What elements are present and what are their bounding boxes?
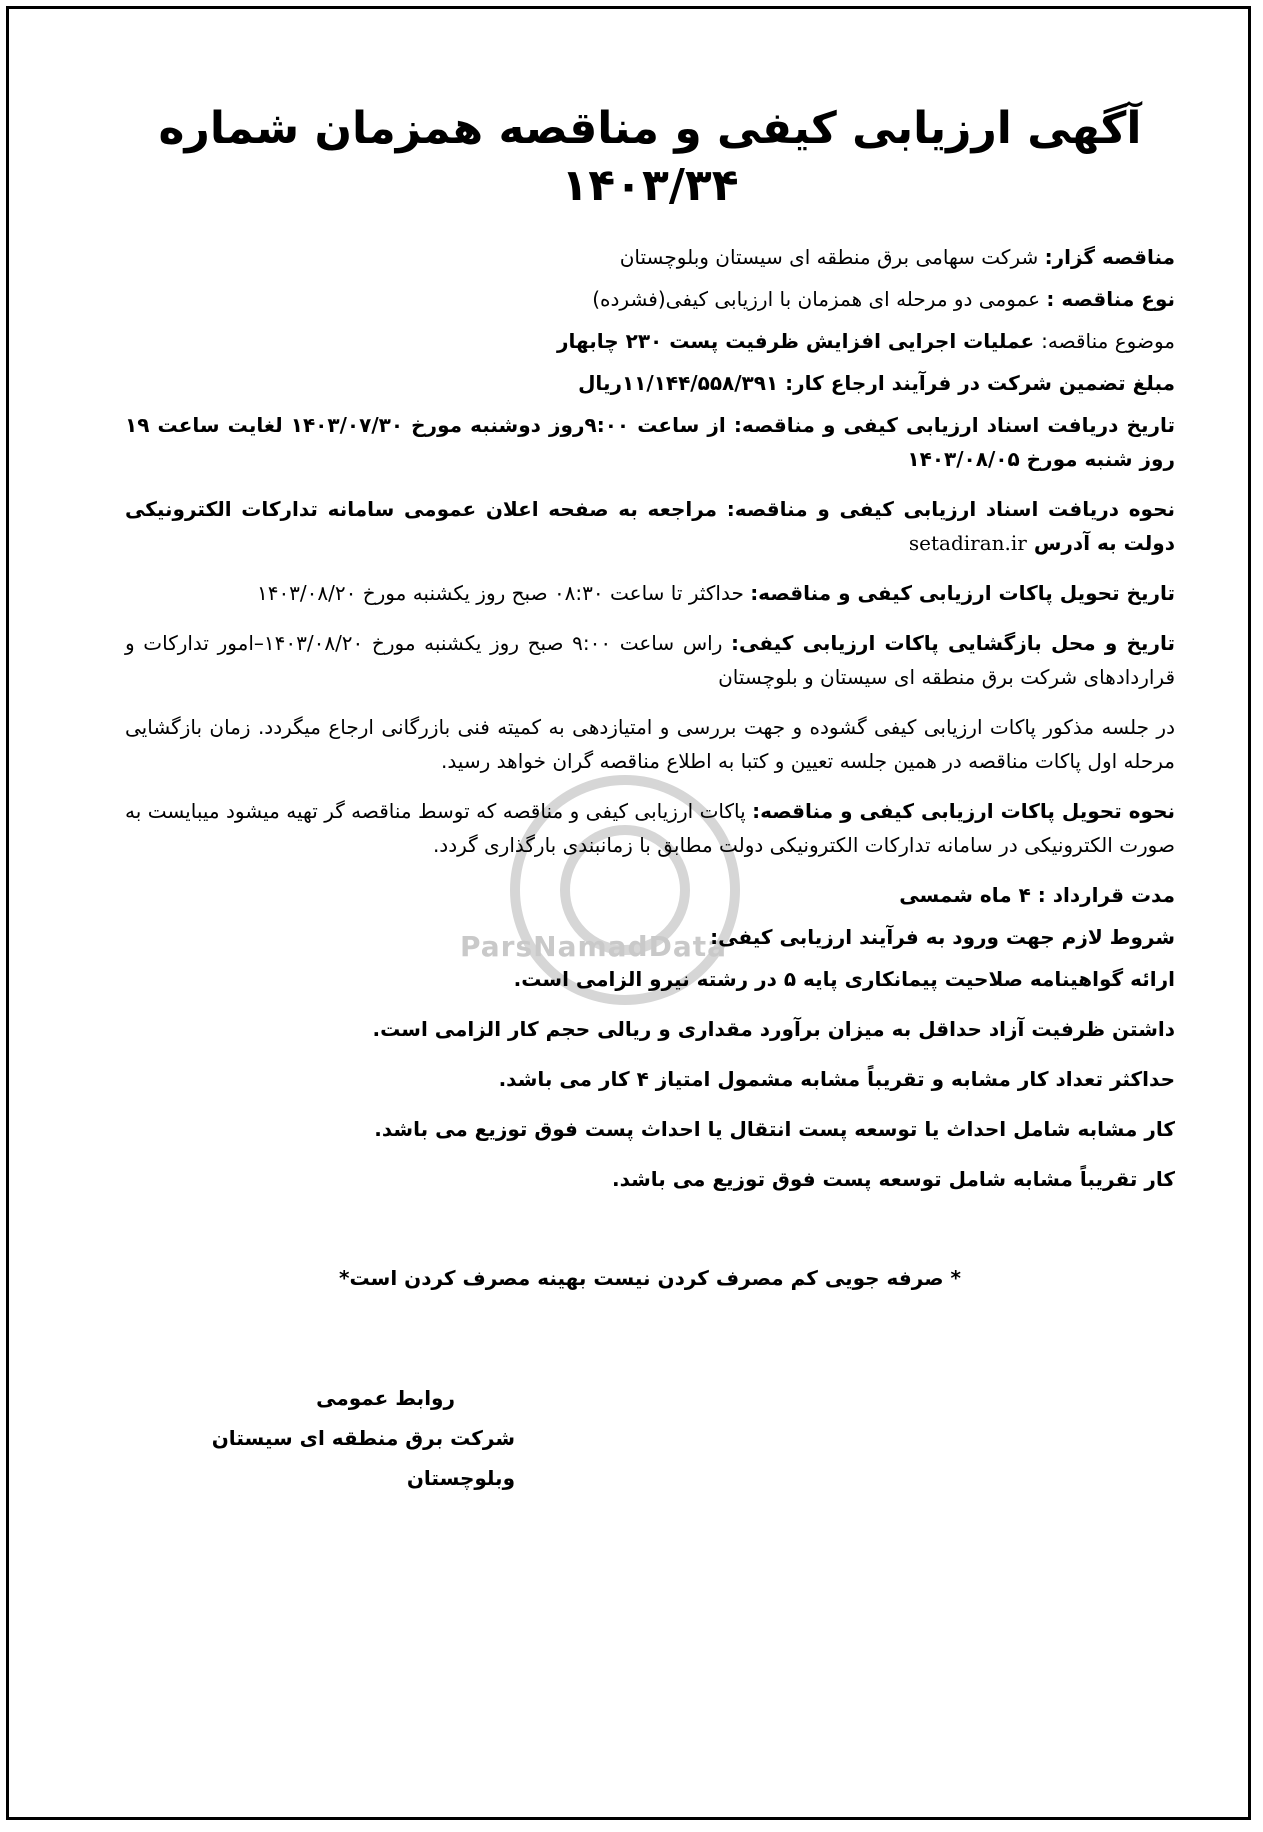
tender-subject — [125, 324, 1175, 358]
opening-info — [125, 626, 1175, 694]
slogan: * صرفه جویی کم مصرف کردن نیست بهینه مصرف کردن است* — [339, 1266, 961, 1291]
watermark-text: ParsNamadData — [460, 930, 727, 963]
tender-type-value: عمومی دو مرحله ای همزمان با ارزیابی کیفی(فشرده) — [592, 287, 1047, 312]
announcement — [125, 100, 1175, 1310]
tender-type-label: نوع مناقصه : — [1046, 287, 1175, 312]
signature-company: شرکت برق منطقه ای سیستان وبلوچستان — [211, 1426, 515, 1490]
contract-duration — [125, 878, 1175, 912]
signature-block — [185, 1378, 515, 1498]
duration-label: مدت قرارداد : — [1037, 883, 1175, 908]
page-title: آگهی ارزیابی کیفی و مناقصه همزمان شماره ۱۴۰۳/۳۴ — [158, 103, 1142, 212]
conditions-heading: شروط لازم جهت ورود به فرآیند ارزیابی کیفی: — [710, 925, 1175, 950]
delivery-method-value: پاکات ارزیابی کیفی و مناقصه که توسط مناقصه گر تهیه میشود میبایست به صورت الکترونیکی در سامانه تدارکات الکترونیکی دولت مطابق با زمانبندی بارگذاری گردد. — [125, 799, 1175, 858]
opening-label: تاریخ و محل بازگشایی پاکات ارزیابی کیفی: — [731, 631, 1175, 656]
subject-value: عملیات اجرایی افزایش ظرفیت پست ۲۳۰ چابهار — [557, 329, 1042, 354]
delivery-date-value: حداکثر تا ساعت ۰۸:۳۰ صبح روز یکشنبه مورخ ۱۴۰۳/۰۸/۲۰ — [256, 581, 751, 606]
guarantee-value: ۱۱/۱۴۴/۵۵۸/۳۹۱ریال — [578, 371, 786, 396]
condition-item: ارائه گواهینامه صلاحیت پیمانکاری پایه ۵ در رشته نیرو الزامی است. — [513, 967, 1175, 992]
website-link[interactable]: setadiran.ir — [908, 531, 1027, 556]
receive-date-value: از ساعت ۹:۰۰روز دوشنبه مورخ ۱۴۰۳/۰۷/۳۰ لغایت ساعت ۱۹ روز شنبه مورخ ۱۴۰۳/۰۸/۰۵ — [125, 413, 1175, 472]
delivery-method-label: نحوه تحویل پاکات ارزیابی کیفی و مناقصه: — [752, 799, 1175, 824]
receive-method-label: نحوه دریافت اسناد ارزیابی کیفی و مناقصه: — [726, 497, 1175, 522]
condition-item: داشتن ظرفیت آزاد حداقل به میزان برآورد مقداری و ریالی حجم کار الزامی است. — [372, 1017, 1175, 1042]
opening-value: راس ساعت ۹:۰۰ صبح روز یکشنبه مورخ ۱۴۰۳/۰۸/۲۰–امور تدارکات و قراردادهای شرکت برق منطقه ای سیستان و بلوچستان — [125, 631, 1175, 690]
receive-date-label: تاریخ دریافت اسناد ارزیابی کیفی و مناقصه: — [733, 413, 1175, 438]
duration-value: ۴ ماه شمسی — [899, 883, 1038, 908]
receive-method-value: مراجعه به صفحه اعلان عمومی سامانه تدارکات الکترونیکی دولت به آدرس — [125, 497, 1175, 556]
meeting-note: در جلسه مذکور پاکات ارزیابی کیفی گشوده و جهت بررسی و امتیازدهی به کمیته فنی بازرگانی ارجاع میگردد. زمان بازگشایی مرحله اول پاکات مناقصه در همین جلسه تعیین و کتبا به اطلاع مناقصه گران خواهد رسید. — [125, 715, 1175, 774]
receive-method — [125, 492, 1175, 560]
tender-party-label: مناقصه گزار: — [1044, 245, 1175, 270]
guarantee-amount — [125, 366, 1175, 400]
delivery-method — [125, 794, 1175, 862]
condition-item: کار مشابه شامل احداث یا توسعه پست انتقال یا احداث پست فوق توزیع می باشد. — [374, 1117, 1175, 1142]
subject-label: موضوع مناقصه: — [1041, 329, 1175, 354]
tender-party — [125, 240, 1175, 274]
condition-item: کار تقریباً مشابه شامل توسعه پست فوق توزیع می باشد. — [611, 1167, 1175, 1192]
tender-type — [125, 282, 1175, 316]
tender-party-value: شرکت سهامی برق منطقه ای سیستان وبلوچستان — [619, 245, 1045, 270]
delivery-date-label: تاریخ تحویل پاکات ارزیابی کیفی و مناقصه: — [750, 581, 1175, 606]
receive-date — [125, 408, 1175, 476]
signature-department: روابط عمومی — [316, 1386, 455, 1410]
guarantee-label: مبلغ تضمین شرکت در فرآیند ارجاع کار: — [785, 371, 1175, 396]
delivery-date — [125, 576, 1175, 610]
condition-item: حداکثر تعداد کار مشابه و تقریباً مشابه مشمول امتیاز ۴ کار می باشد. — [498, 1067, 1175, 1092]
